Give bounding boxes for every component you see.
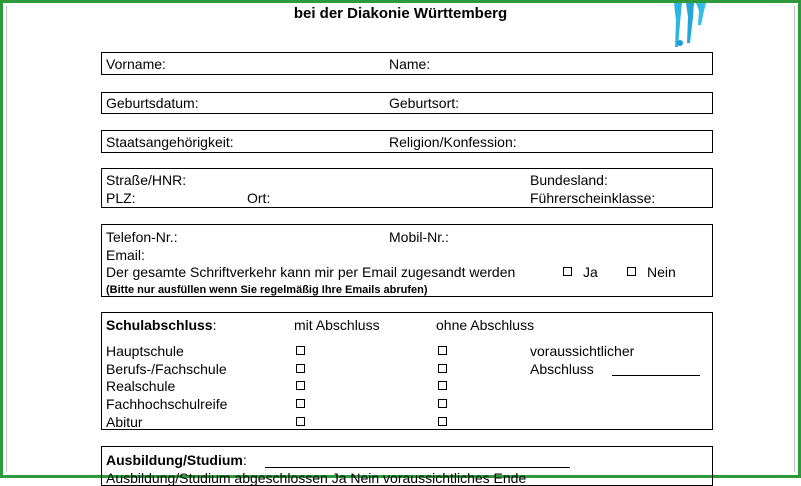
schulabschluss-colon: : [212, 317, 217, 333]
berufsschule-ohne-checkbox[interactable] [438, 364, 447, 373]
abitur-mit-checkbox[interactable] [296, 417, 305, 426]
plz-label: PLZ: [106, 190, 136, 206]
ohne-abschluss-header: ohne Abschluss [436, 317, 535, 333]
school-row-label: Abitur [106, 414, 143, 430]
ausbildung-heading [106, 452, 247, 468]
telefon-label: Telefon-Nr.: [106, 229, 178, 245]
schulabschluss-box [101, 312, 713, 430]
hauptschule-mit-checkbox[interactable] [296, 346, 305, 355]
school-row-label: Fachhochschulreife [106, 396, 228, 412]
school-row-label: Hauptschule [106, 343, 184, 359]
vorname-label: Vorname: [106, 56, 166, 72]
abschluss-line[interactable] [612, 375, 700, 376]
ausbildung-abgeschlossen-row: Ausbildung/Studium abgeschlossen Ja Nein voraussichtliches Ende [106, 470, 527, 486]
email-hinweis: (Bitte nur ausfüllen wenn Sie regelmäßig Ihre Emails abrufen) [106, 284, 428, 296]
strasse-label: Straße/HNR: [106, 172, 187, 188]
schulabschluss-heading-text: Schulabschluss [106, 317, 213, 333]
schulabschluss-heading [106, 317, 216, 333]
ort-label: Ort: [247, 190, 271, 206]
abschluss-label: Abschluss [530, 361, 594, 377]
berufsschule-mit-checkbox[interactable] [296, 364, 305, 373]
email-nein-checkbox[interactable] [627, 267, 636, 276]
mobil-label: Mobil-Nr.: [389, 229, 449, 245]
voraussichtlicher-label: voraussichtlicher [530, 343, 635, 359]
realschule-mit-checkbox[interactable] [296, 381, 305, 390]
ausbildung-box [101, 446, 713, 486]
realschule-ohne-checkbox[interactable] [438, 381, 447, 390]
document-title: bei der Diakonie Württemberg [293, 5, 508, 22]
fachhochschulreife-ohne-checkbox[interactable] [438, 399, 447, 408]
email-ja-label: Ja [583, 264, 598, 280]
name-label: Name: [389, 56, 431, 72]
hauptschule-ohne-checkbox[interactable] [438, 346, 447, 355]
name-box [101, 52, 713, 75]
address-box [101, 168, 713, 208]
ausbildung-colon: : [242, 452, 247, 468]
ausbildung-line[interactable] [265, 467, 570, 468]
fachhochschulreife-mit-checkbox[interactable] [296, 399, 305, 408]
school-row-label: Berufs-/Fachschule [106, 361, 227, 377]
email-ja-checkbox[interactable] [563, 267, 572, 276]
email-nein-label: Nein [647, 264, 676, 280]
ausbildung-heading-text: Ausbildung/Studium [106, 452, 243, 468]
school-row-label: Realschule [106, 378, 176, 394]
abitur-ohne-checkbox[interactable] [438, 417, 447, 426]
contact-box [101, 224, 713, 297]
geburtsort-label: Geburtsort: [389, 95, 460, 111]
religion-label: Religion/Konfession: [389, 134, 517, 150]
bundesland-label: Bundesland: [530, 172, 608, 188]
geburtsdatum-label: Geburtsdatum: [106, 95, 199, 111]
mit-abschluss-header: mit Abschluss [294, 317, 380, 333]
birth-box [101, 92, 713, 114]
nationality-box [101, 130, 713, 153]
staatsangehoerigkeit-label: Staatsangehörigkeit: [106, 134, 234, 150]
email-label: Email: [106, 247, 145, 263]
fuehrerscheinklasse-label: Führerscheinklasse: [530, 190, 656, 206]
schriftverkehr-label: Der gesamte Schriftverkehr kann mir per Email zugesandt werden [106, 264, 516, 280]
